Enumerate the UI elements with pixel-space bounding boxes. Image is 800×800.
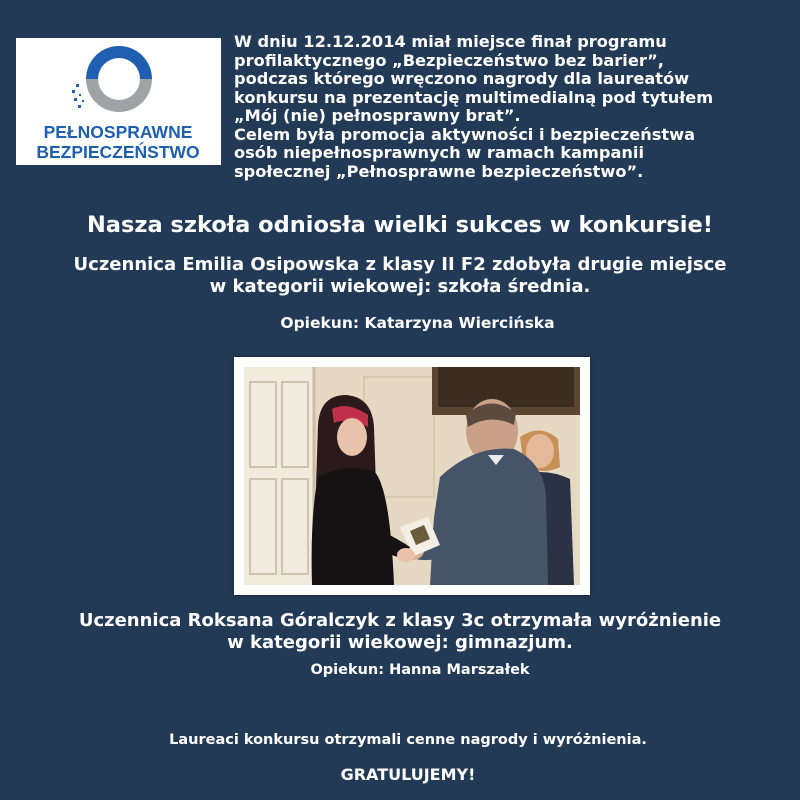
intro-line: podczas którego wręczono nagrody dla laureatów [234,69,690,88]
intro-line: osób niepełnosprawnych w ramach kampanii [234,143,645,162]
campaign-logo [16,38,221,165]
winner1-line1: Uczennica Emilia Osipowska z klasy II F2 zdobyła drugie miejsce [73,254,727,275]
intro-line: profilaktycznego „Bezpieczeństwo bez barier”, [234,50,664,70]
logo-graphic [16,38,221,165]
winner1-announcement [0,254,800,298]
intro-line: „Mój (nie) pełnosprawny brat”. [234,106,521,125]
winner2-announcement [0,610,800,654]
intro-line: W dniu 12.12.2014 miał miejsce finał programu [234,32,667,51]
intro-line: społecznej „Pełnosprawne bezpieczeństwo”. [234,161,644,181]
supervisor1-text: Opiekun: Katarzyna Wiercińska [280,314,555,332]
logo-line2: BEZPIECZEŃSTWO [36,142,200,162]
intro-line: Celem była promocja aktywności i bezpieczeństwa [234,124,696,144]
award-photo-image [244,367,580,585]
winner1-line2: w kategorii wiekowej: szkoła średnia. [209,276,591,297]
supervisor2-text: Opiekun: Hanna Marszałek [310,662,530,678]
winner2-line1: Uczennica Roksana Góralczyk z klasy 3c otrzymała wyróżnienie [78,610,722,631]
winner2-line2: w kategorii wiekowej: gimnazjum. [227,632,573,653]
congratulations-text: GRATULUJEMY! [340,765,476,784]
logo-ring-icon [72,46,152,112]
intro-paragraph [234,33,796,181]
success-heading: Nasza szkoła odniosła wielki sukces w konkursie! [86,212,714,238]
intro-line: konkursu na prezentację multimedialną pod tytułem [234,87,714,107]
award-photo [234,357,590,595]
laureates-text: Laureaci konkursu otrzymali cenne nagrody i wyróżnienia. [169,732,647,748]
logo-line1: PEŁNOSPRAWNE [43,122,193,142]
